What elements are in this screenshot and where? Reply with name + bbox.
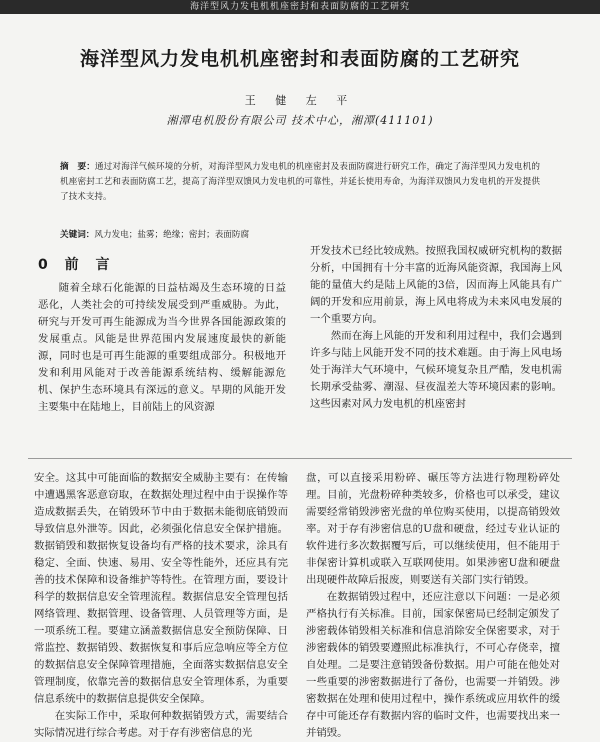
section-title: 前 言 <box>64 257 116 273</box>
section-heading <box>38 254 116 274</box>
paragraph: 开发技术已经比较成熟。按照我国权威研究机构的数据分析，中国拥有十分丰富的近海风能资源，我国海上风能的量值大约是陆上风能的3倍，因而海上风能具有广阔的开发和应用前景，海上风电将成为未来风电发展的一个重要方向。 <box>310 245 562 325</box>
column-1 <box>38 280 286 450</box>
abstract-text: 通过对海洋气候环境的分析，对海洋型风力发电机的机座密封及表面防腐进行研究工作，确定了海洋型风力发电机的机座密封工艺和表面防腐工艺，提高了海洋型双馈风力发电机的可靠性，并延长使用寿命，为海洋双馈风力发电机的开发提供了技术支持。 <box>60 162 540 202</box>
abstract <box>60 160 540 205</box>
paragraph: 安全。这其中可能面临的数据安全威胁主要有：在传输中遭遇黑客恶意窃取，在数据处理过程中由于误操作等造成数据丢失，在销毁环节中由于数据未能彻底销毁而导致信息外泄等。因此，必须强化信息安全保护措施。数据销毁和数据恢复设备均有严格的技术要求，涂具有稳定、全面、快速、易用、安全等性能外，还应具有完善的技术保障和设备维护等特性。在管理方面，要设计科学的数据信息安全管理流程。数据信息安全管理包括网络管理、数据管理、设备管理、人员管理等方面，是一项系统工程。要建立涵盖数据信息安全预防保障、日常监控、数据销毁、数据恢复和事后应急响应等全方位的数据信息安全保障管理措施，全面落实数据信息安全管理制度，依靠完善的数据信息安全管理体系，为重要信息系统中的数据信息提供安全保障。 <box>34 472 288 705</box>
paragraph: 然而在海上风能的开发和利用过程中，我们会遇到许多与陆上风能开发不同的技术难题。由于海上风电场处于海洋大气环境中，气候环境复杂且严酷，发电机需长期承受盐雾、潮湿、昼夜温差大等环境因素的影响。这些因素对风力发电机的机座密封 <box>310 330 562 410</box>
running-header: 海洋型风力发电机机座密封和表面防腐的工艺研究 <box>0 0 600 14</box>
paragraph: 盘，可以直接采用粉碎、碾压等方法进行物理粉碎处理。目前，光盘粉碎种类较多，价格也可以承受，建议需要经常销毁涉密光盘的单位购买使用，以提高销毁效率。对于存有涉密信息的U盘和硬盘，经过专业认证的软件进行多次数据覆写后，可以继续使用，但不能用于非保密计算机或联入互联网使用。如果涉密U盘和硬盘出现硬件故障后报废，则要送有关部门实行销毁。 <box>306 472 560 586</box>
column-2 <box>310 243 562 450</box>
keywords-text: 风力发电；盐雾；绝缘；密封；表面防腐 <box>94 230 250 240</box>
paragraph: 随着全球石化能源的日益枯竭及生态环境的日益恶化，人类社会的可持续发展受到严重威胁。为此，研究与开发可再生能源成为当今世界各国能源政策的发展重点。风能是世界范围内发展速度最快的新能源，同时也是可再生能源的重要组成部分。积极地开发和利用风能对于改善能源系统结构、缓解能源危机、保护生态环境具有深远的意义。早期的风能开发主要集中在陆地上，目前陆上的风资源 <box>38 282 286 413</box>
column-4 <box>306 470 560 739</box>
page-divider <box>28 458 572 459</box>
paragraph: 在实际工作中，采取何种数据销毁方式，需要结合实际情况进行综合考虑。对于存有涉密信息的光 <box>34 710 288 739</box>
abstract-label: 摘 要： <box>60 162 95 172</box>
paper-title: 海洋型风力发电机机座密封和表面防腐的工艺研究 <box>79 48 520 70</box>
keywords <box>60 229 540 242</box>
section-number: 0 <box>38 257 54 273</box>
affiliation: 湘潭电机股份有限公司 技术中心，湘潭(411101) <box>166 114 434 127</box>
authors: 王 健 左 平 <box>244 94 356 107</box>
paragraph: 在数据销毁过程中，还应注意以下问题：一是必须严格执行有关标准。目前，国家保密局已经制定颁发了涉密载体销毁相关标准和信息消除安全保密要求，对于涉密载体的销毁要遵照此标准执行，不可心存侥幸，擅自处理。二是要注意销毁备份数据。用户可能在他处对一些重要的涉密数据进行了备份，也需要一并销毁。涉密数据在处理和使用过程中，操作系统或应用软件的缓存中可能还存有数据内容的临时文件，也需要找出来一并销毁。 <box>306 591 560 739</box>
column-3 <box>34 470 288 739</box>
keywords-label: 关键词： <box>60 230 95 240</box>
